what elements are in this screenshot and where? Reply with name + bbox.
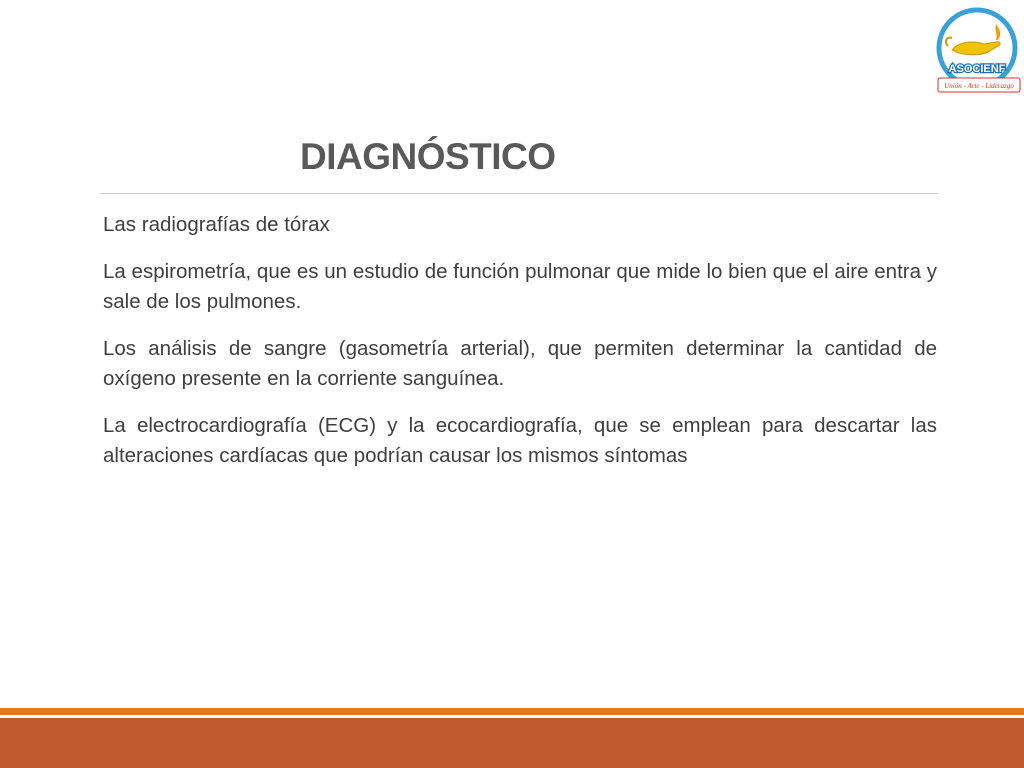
- body-paragraph: Las radiografías de tórax: [103, 213, 330, 236]
- logo-motto: Unión - Arte - Liderazgo: [944, 82, 1014, 90]
- logo-name: ASOCIENF: [948, 63, 1006, 75]
- slide-body: [103, 210, 937, 488]
- title-divider: [100, 193, 938, 194]
- body-paragraph: Los análisis de sangre (gasometría arterial), que permiten determinar la cantidad de oxígeno presente en la corriente sanguínea.: [103, 337, 937, 390]
- body-paragraph: La espirometría, que es un estudio de función pulmonar que mide lo bien que el aire entra y sale de los pulmones.: [103, 260, 937, 313]
- slide-title: DIAGNÓSTICO: [300, 136, 556, 177]
- footer-accent-bar: [0, 708, 1024, 715]
- body-paragraph: La electrocardiografía (ECG) y la ecocardiografía, que se emplean para descartar las alteraciones cardíacas que podrían causar los mismos síntomas: [103, 414, 937, 467]
- asocienf-logo: [932, 6, 1022, 98]
- footer-bar: [0, 718, 1024, 768]
